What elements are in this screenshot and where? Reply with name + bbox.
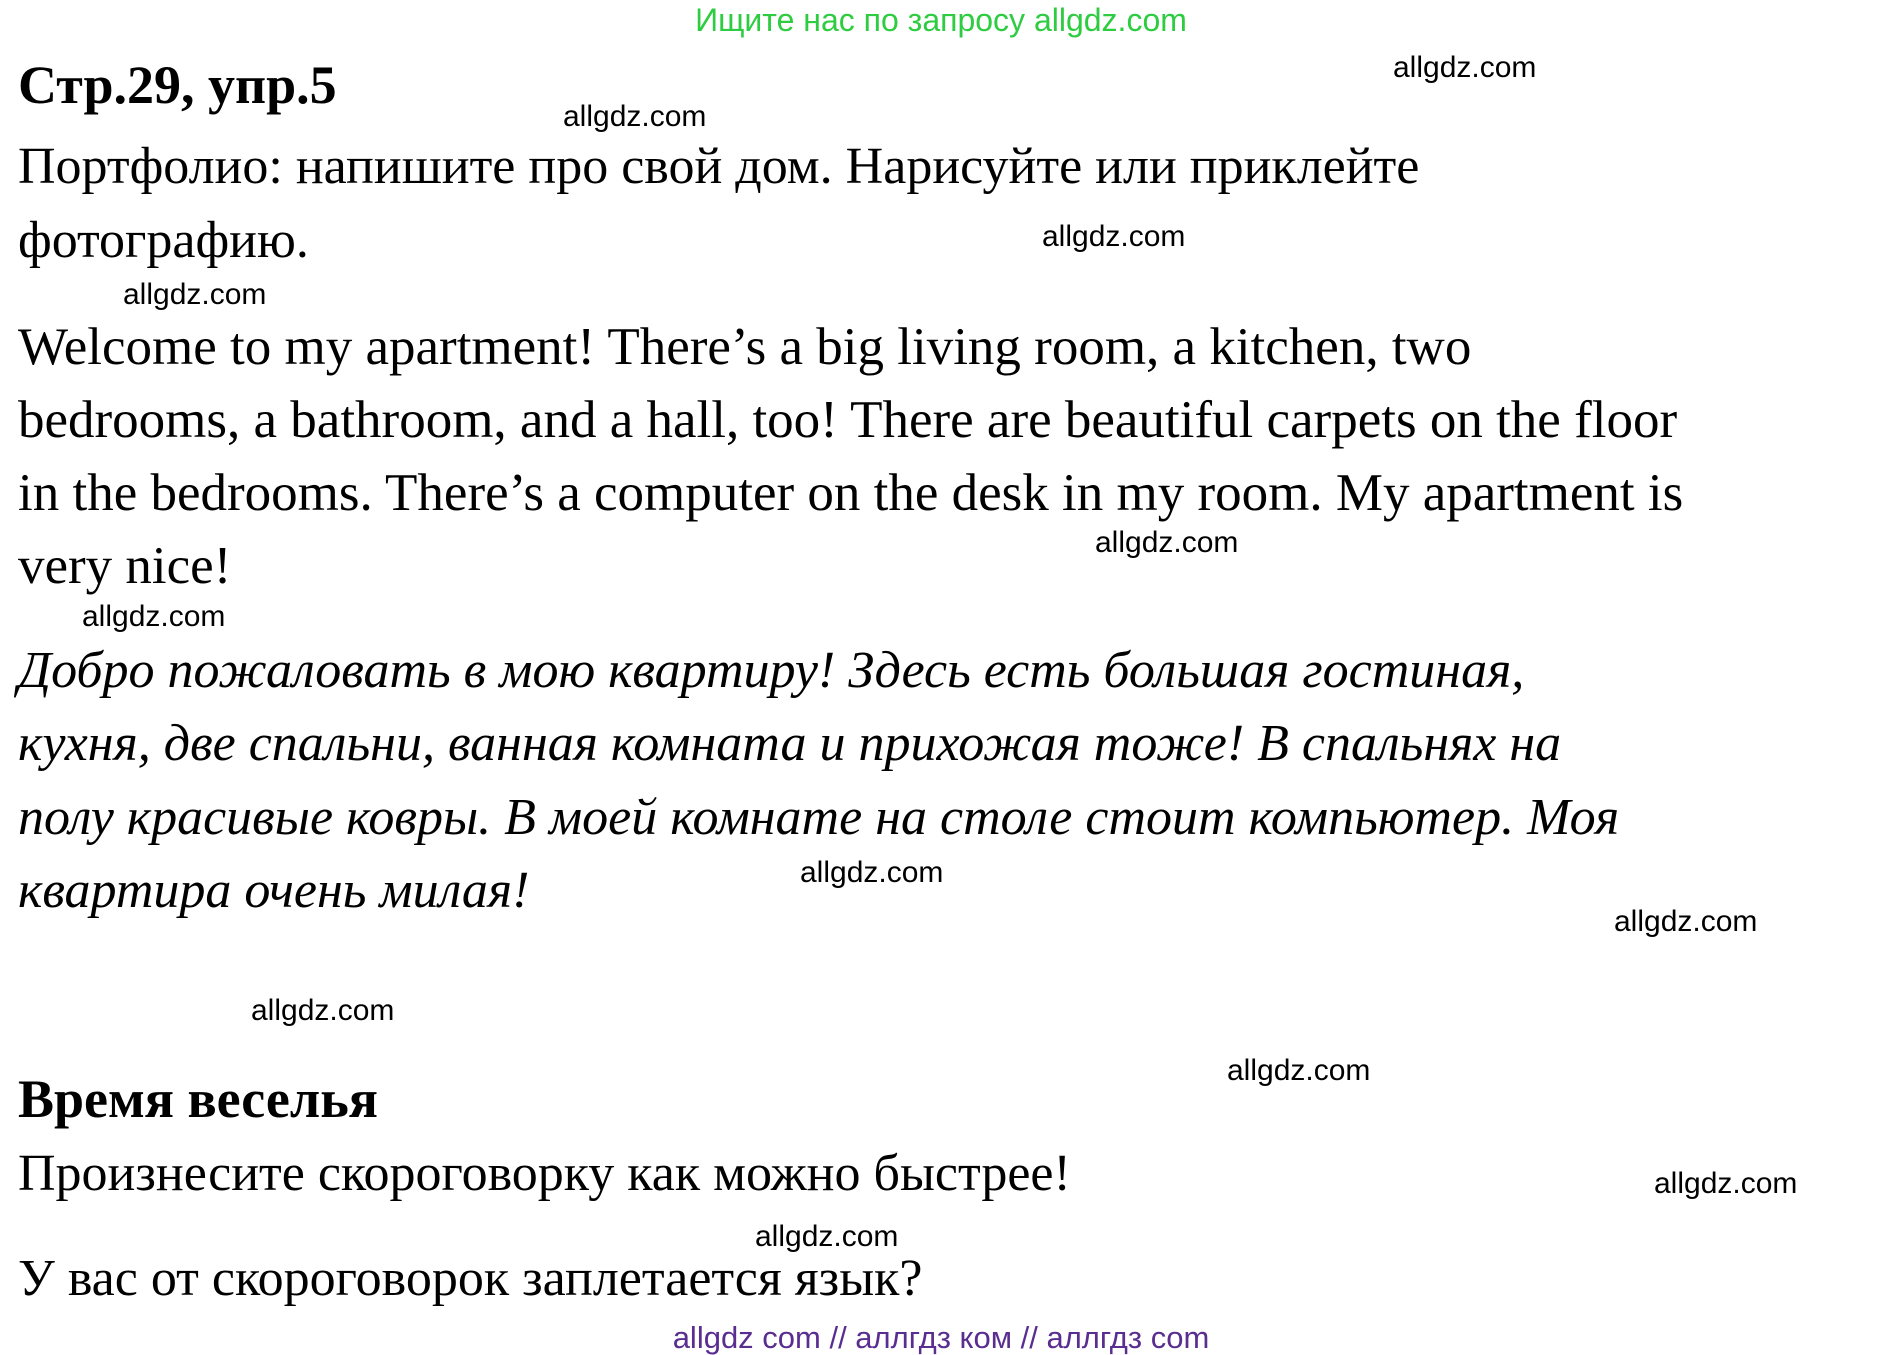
watermark: allgdz.com <box>1042 220 1186 253</box>
task-line: фотографию. <box>18 212 309 269</box>
bottom-banner-links[interactable]: allgdz com // аллгдз ком // аллгдз com <box>672 1320 1210 1355</box>
russian-line: Добро пожаловать в мою квартиру! Здесь есть большая гостиная, <box>18 642 1525 699</box>
watermark: allgdz.com <box>755 1220 899 1253</box>
watermark: allgdz.com <box>1095 526 1239 559</box>
fun-heading: Время веселья <box>18 1069 378 1129</box>
english-line: Welcome to my apartment! There’s a big living room, a kitchen, two <box>18 318 1472 376</box>
english-line: in the bedrooms. There’s a computer on the desk in my room. My apartment is <box>18 464 1684 522</box>
fun-question: У вас от скороговорок заплетается язык? <box>18 1250 923 1307</box>
russian-line: квартира очень милая! <box>18 862 530 919</box>
watermark: allgdz.com <box>1654 1167 1798 1200</box>
fun-instruction: Произнесите скороговорку как можно быстрее! <box>18 1145 1071 1202</box>
watermark: allgdz.com <box>1393 51 1537 84</box>
watermark: allgdz.com <box>800 856 944 889</box>
watermark: allgdz.com <box>123 278 267 311</box>
english-line: bedrooms, a bathroom, and a hall, too! There are beautiful carpets on the floor <box>18 391 1678 449</box>
watermark: allgdz.com <box>251 994 395 1027</box>
watermark: allgdz.com <box>1614 905 1758 938</box>
watermark: allgdz.com <box>82 600 226 633</box>
russian-line: полу красивые ковры. В моей комнате на столе стоит компьютер. Моя <box>18 789 1620 846</box>
task-line: Портфолио: напишите про свой дом. Нарисуйте или приклейте <box>18 138 1420 195</box>
top-banner-link[interactable]: Ищите нас по запросу allgdz.com <box>695 2 1187 38</box>
exercise-heading: Стр.29, упр.5 <box>18 55 337 115</box>
russian-line: кухня, две спальни, ванная комната и прихожая тоже! В спальнях на <box>18 715 1562 772</box>
watermark: allgdz.com <box>563 100 707 133</box>
watermark: allgdz.com <box>1227 1054 1371 1087</box>
english-line: very nice! <box>18 537 232 595</box>
